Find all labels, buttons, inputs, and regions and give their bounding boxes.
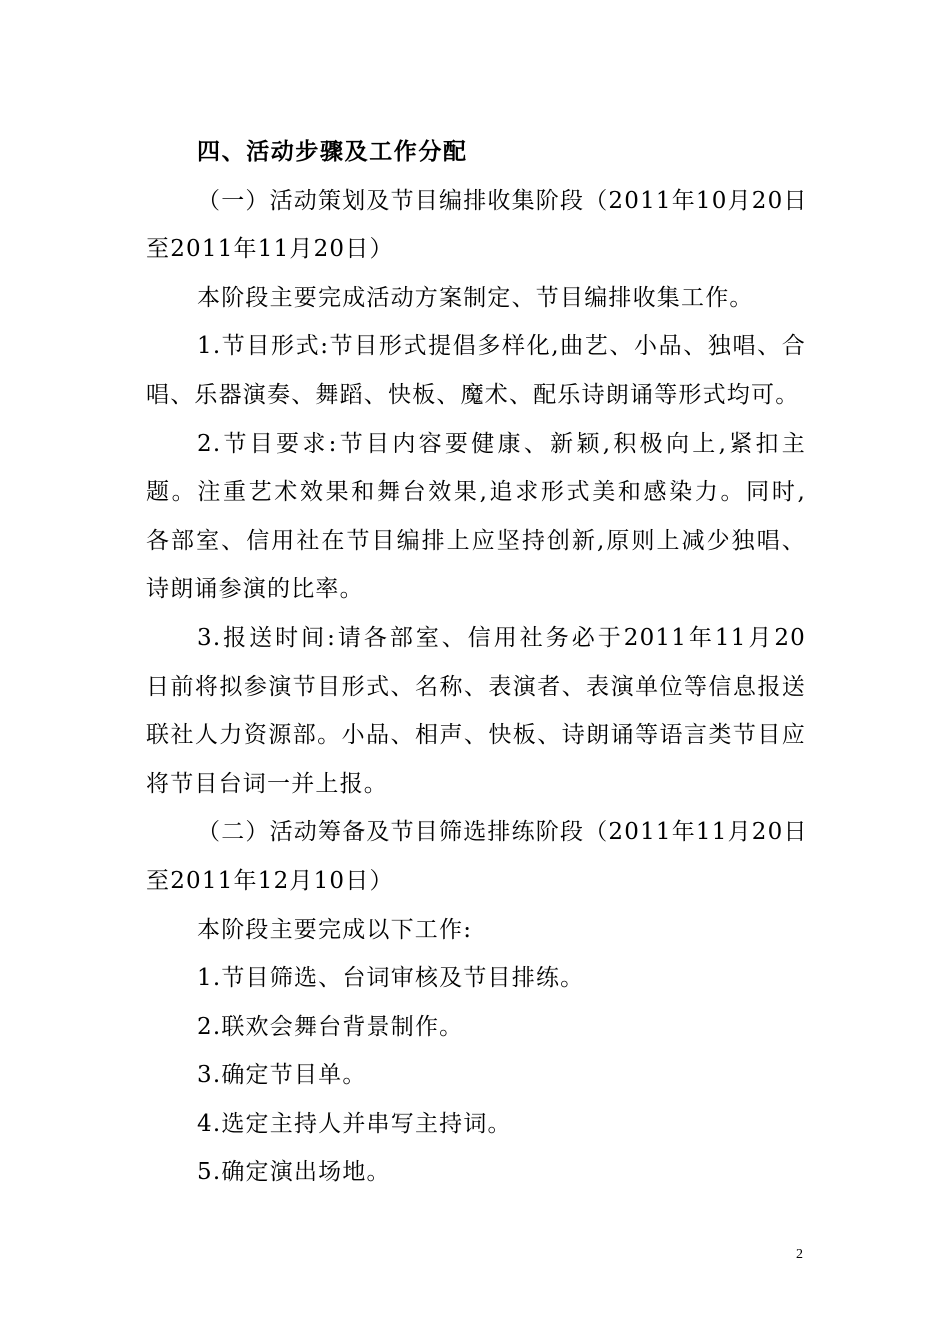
- item-program-form-line-2: 唱、乐器演奏、舞蹈、快板、魔术、配乐诗朗诵等形式均可。: [146, 381, 800, 408]
- item-submission-time-line-3: 联社人力资源部。小品、相声、快板、诗朗诵等语言类节目应: [146, 722, 806, 749]
- item-program-form-line-1: 1.节目形式:节目形式提倡多样化,曲艺、小品、独唱、合: [197, 333, 806, 360]
- item-program-requirements-line-4: 诗朗诵参演的比率。: [146, 576, 364, 603]
- page-number: 2: [796, 1247, 803, 1262]
- list-item: 3.确定节目单。: [197, 1062, 367, 1089]
- item-submission-time-line-1: 3.报送时间:请各部室、信用社务必于2011年11月20: [197, 624, 806, 651]
- stage-one-title-line-1: （一）活动策划及节目编排收集阶段（2011年10月20日: [197, 187, 808, 214]
- list-item: 2.联欢会舞台背景制作。: [197, 1013, 464, 1040]
- item-program-requirements-line-1: 2.节目要求:节目内容要健康、新颖,积极向上,紧扣主: [197, 430, 806, 457]
- stage-two-title-line-2: 至2011年12月10日）: [146, 867, 394, 894]
- stage-two-intro: 本阶段主要完成以下工作:: [197, 916, 473, 943]
- stage-one-intro: 本阶段主要完成活动方案制定、节目编排收集工作。: [197, 284, 754, 311]
- item-program-requirements-line-3: 各部室、信用社在节目编排上应坚持创新,原则上减少独唱、: [146, 527, 806, 554]
- list-item: 1.节目筛选、台词审核及节目排练。: [197, 965, 585, 992]
- list-item: 5.确定演出场地。: [197, 1159, 391, 1186]
- section-heading: 四、活动步骤及工作分配: [197, 139, 468, 165]
- document-body: [146, 128, 806, 1197]
- stage-two-title-line-1: （二）活动筹备及节目筛选排练阶段（2011年11月20日: [197, 819, 808, 846]
- stage-one-title-line-2: 至2011年11月20日）: [146, 236, 394, 263]
- item-submission-time-line-2: 日前将拟参演节目形式、名称、表演者、表演单位等信息报送: [146, 673, 806, 700]
- list-item: 4.选定主持人并串写主持词。: [197, 1110, 512, 1137]
- item-program-requirements-line-2: 题。注重艺术效果和舞台效果,追求形式美和感染力。同时,: [146, 479, 806, 506]
- item-submission-time-line-4: 将节目台词一并上报。: [146, 770, 388, 797]
